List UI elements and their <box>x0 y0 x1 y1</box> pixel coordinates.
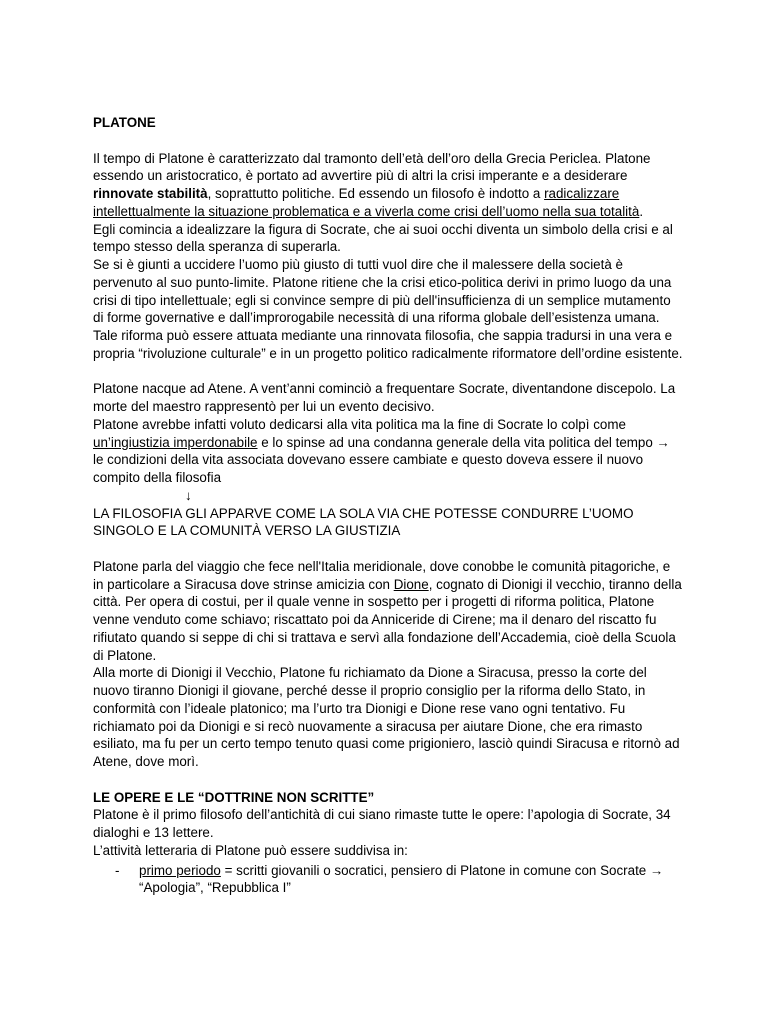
spacer <box>93 132 683 150</box>
document-title: PLATONE <box>93 115 156 130</box>
text-run: . <box>639 203 644 219</box>
paragraph-crisis-analysis: Se si è giunti a uccidere l’uomo più giusto di tutti vuol dire che il malessere della società è pervenuto al suo punto-limite. Platone ritiene che la crisi etico-politica derivi in primo luogo da una crisi di tipo intellettuale; egli si convince sempre di più dell'insufficienza di un semplice mutamento di forme governative e dall’improrogabile necessità di una riforma globale dell’esistenza umana. Tale riforma può essere attuata mediante una rinnovata filosofia, che sappia tradursi in una vera e propria “rivoluzione culturale” e in un progetto politico radicalmente riformatore dell’ordine esistente. <box>93 257 683 361</box>
paragraph-journey <box>93 558 683 665</box>
paragraph-works: Platone è il primo filosofo dell’antichità di cui siano rimaste tutte le opere: l’apologia di Socrate, 34 dialoghi e 13 lettere. <box>93 807 671 840</box>
underlined-phrase: Dione <box>393 576 429 592</box>
text-run: Platone parla del viaggio che fece nell'Italia meridionale, dove conobbe le comunità pitagoriche, e in particolare a Siracusa dove strinse amicizia con <box>93 558 671 592</box>
spacer <box>93 540 683 558</box>
text-run: , soprattutto politiche. Ed essendo un filosofo è indotto a <box>207 186 545 201</box>
down-arrow-icon: ↓ <box>185 487 192 503</box>
list-item-body <box>139 862 683 898</box>
paragraph-birth: Platone nacque ad Atene. A vent’anni cominciò a frequentare Socrate, diventandone discepolo. La morte del maestro rappresentò per lui un evento decisivo. <box>93 381 676 414</box>
paragraph-politics <box>93 416 683 487</box>
text-run: , cognato di Dionigi il vecchio, tiranno della città. Per opera di costui, per il quale venne in sospetto per i progetti di riforma politica, Platone venne venduto come schiavo; riscattato poi da Anniceride di Cirene; ma il denaro del riscatto fu rifiutato quando si seppe di chi si trattava e servì alla fondazione dell’Accademia, cioè della Scuola di Platone. <box>93 576 682 663</box>
underlined-phrase: un’ingiustizia imperdonabile <box>93 434 258 450</box>
paragraph-periods-intro: L’attività letteraria di Platone può essere suddivisa in: <box>93 842 408 858</box>
list-item-label: primo periodo <box>139 862 221 878</box>
paragraph-dionigi: Alla morte di Dionigi il Vecchio, Platone fu richiamato da Dione a Siracusa, presso la corte del nuovo tiranno Dionigi il giovane, perché desse il proprio consiglio per la riforma dello Stato, in conformità con l’ideale platonico; ma l’urto tra Dionigi e Dione rese vano ogni tentativo. Fu richiamato poi da Dionigi e si recò nuovamente a siracusa per aiutare Dione, che era rimasto esiliato, ma fu per un certo tempo tenuto quasi come prigioniero, lasciò quindi Siracusa e ritornò ad Atene, dove morì. <box>93 665 680 769</box>
spacer <box>93 771 683 789</box>
caps-statement: LA FILOSOFIA GLI APPARVE COME LA SOLA VIA CHE POTESSE CONDURRE L’UOMO SINGOLO E LA COMUNITÀ VERSO LA GIUSTIZIA <box>93 505 634 539</box>
underlined-phrase: radicalizzare intellettualmente la situazione problematica e a viverla come crisi dell’uomo nella sua totalità <box>93 186 640 219</box>
bold-phrase: rinnovate stabilità <box>93 186 208 201</box>
text-run: e lo spinse ad una condanna generale della vita politica del tempo → le condizioni della vita associata dovevano essere cambiate e questo doveva essere il nuovo compito della filosofia <box>93 434 670 485</box>
paragraph-crisis <box>93 150 683 221</box>
text-run: Platone avrebbe infatti voluto dedicarsi alla vita politica ma la fine di Socrate lo colpì come <box>93 416 626 432</box>
text-run: Il tempo di Platone è caratterizzato dal tramonto dell’età dell’oro della Grecia Periclea. Platone essendo un aristocratico, è portato ad avvertire più di altri la crisi imperante e a desiderare <box>93 150 651 184</box>
spacer <box>93 363 683 381</box>
list-bullet: - <box>115 862 120 878</box>
list-item <box>93 862 683 898</box>
section-heading: LE OPERE E LE “DOTTRINE NON SCRITTE” <box>93 789 375 805</box>
paragraph-socrates-figure: Egli comincia a idealizzare la figura di Socrate, che ai suoi occhi diventa un simbolo della crisi e al tempo stesso della speranza di superarla. <box>93 221 673 255</box>
list-item-text: = scritti giovanili o socratici, pensiero di Platone in comune con Socrate → “Apologia”, “Repubblica I” <box>139 862 664 896</box>
document-body <box>93 114 683 897</box>
